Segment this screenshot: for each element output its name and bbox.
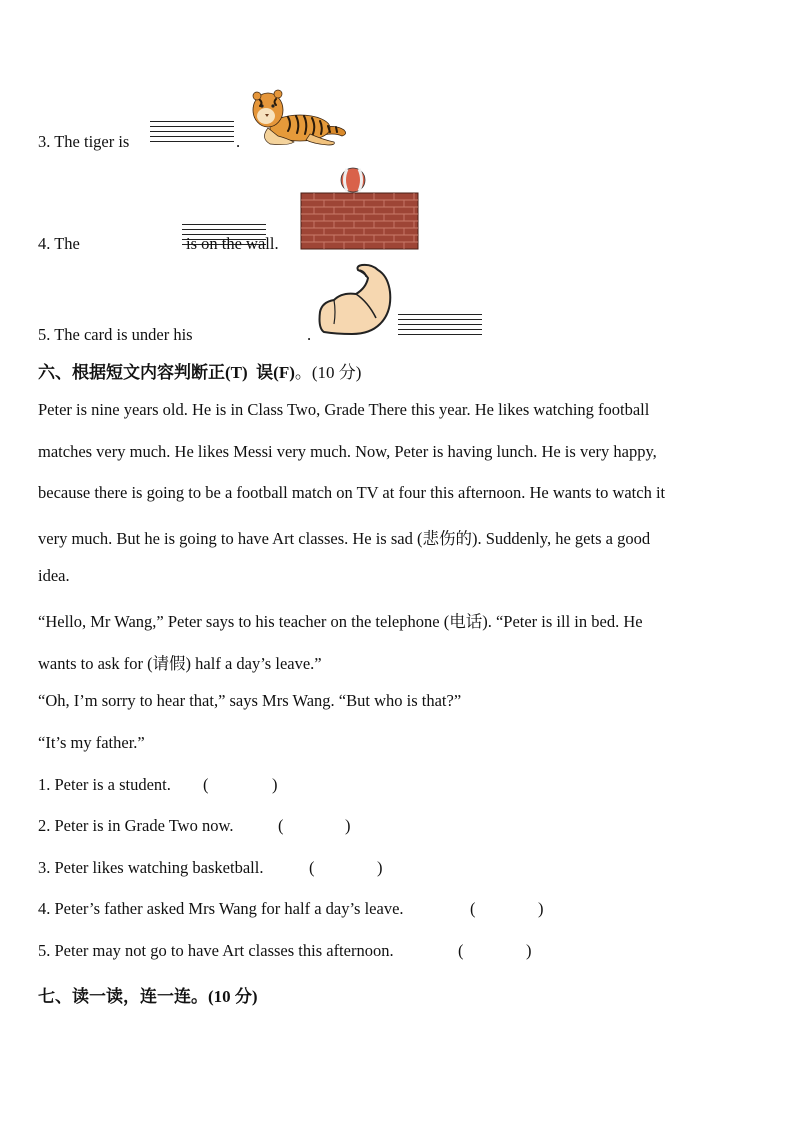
- answer-slot-1[interactable]: [213, 774, 271, 794]
- question-3-text: 3. The tiger is: [38, 132, 130, 151]
- question-3-row: [38, 132, 129, 152]
- tf-question-2: [38, 816, 233, 836]
- tf-question-text: 5. Peter may not go to have Art classes this afternoon.: [38, 941, 394, 960]
- answer-paren-close: ): [345, 816, 351, 835]
- tf-question-text: 1. Peter is a student.: [38, 775, 171, 794]
- section-6-heading-cn: 六、根据短文内容判断正: [38, 363, 225, 382]
- section-6-heading-t: (T): [225, 363, 248, 382]
- tf-question-5: [38, 941, 394, 961]
- question-3-blank[interactable]: [150, 121, 234, 143]
- answer-paren-open: (: [458, 941, 464, 960]
- passage-line: wants to ask for (请假) half a day’s leave.”: [38, 654, 322, 673]
- question-4-tail: is on the wall.: [186, 234, 279, 253]
- passage-line: Peter is nine years old. He is in Class Two, Grade There this year. He likes watching football: [38, 400, 650, 419]
- section-6-heading-tail: 。(10 分): [294, 363, 362, 382]
- answer-paren-open: (: [470, 899, 476, 918]
- tf-question-3: [38, 858, 263, 878]
- question-5-period: .: [307, 325, 312, 344]
- tf-question-4: [38, 899, 404, 919]
- question-3-period: .: [236, 132, 241, 151]
- tf-question-text: 4. Peter’s father asked Mrs Wang for half a day’s leave.: [38, 899, 404, 918]
- passage-line: matches very much. He likes Messi very much. Now, Peter is having lunch. He is very happy,: [38, 442, 657, 461]
- question-4-row: [38, 234, 80, 254]
- passage-line: idea.: [38, 566, 70, 585]
- passage-line: “Oh, I’m sorry to hear that,” says Mrs Wang. “But who is that?”: [38, 691, 462, 710]
- ball-on-brick-wall-illustration: [300, 166, 420, 250]
- question-5-text: 5. The card is under his: [38, 325, 193, 344]
- section-6-heading-f: (F): [273, 363, 295, 382]
- tf-question-1: [38, 775, 171, 795]
- answer-paren-close: ): [538, 899, 544, 918]
- answer-slot-2[interactable]: [288, 815, 344, 835]
- question-5-row: [38, 325, 193, 345]
- question-4-text: 4. The: [38, 234, 80, 253]
- tf-question-text: 3. Peter likes watching basketball.: [38, 858, 264, 877]
- answer-slot-4[interactable]: [480, 898, 536, 918]
- section-6-heading-mid: 误: [256, 363, 274, 382]
- answer-paren-open: (: [309, 858, 315, 877]
- question-5-blank[interactable]: [398, 314, 482, 336]
- section-6-heading: [38, 358, 361, 383]
- passage-line: “Hello, Mr Wang,” Peter says to his teacher on the telephone (电话). “Peter is ill in bed. He: [38, 612, 643, 631]
- tf-question-text: 2. Peter is in Grade Two now.: [38, 816, 234, 835]
- passage-line: very much. But he is going to have Art classes. He is sad (悲伤的). Suddenly, he gets a good: [38, 529, 651, 548]
- tiger-illustration: [248, 84, 352, 148]
- answer-paren-open: (: [203, 775, 209, 794]
- answer-slot-5[interactable]: [468, 940, 524, 960]
- answer-paren-close: ): [526, 941, 532, 960]
- answer-paren-open: (: [278, 816, 284, 835]
- answer-paren-close: ): [272, 775, 278, 794]
- answer-slot-3[interactable]: [319, 857, 375, 877]
- passage-line: because there is going to be a football match on TV at four this afternoon. He wants to watch it: [38, 483, 666, 502]
- passage-line: “It’s my father.”: [38, 733, 145, 752]
- section-7-heading: 七、读一读，连一连。(10 分): [38, 987, 258, 1006]
- answer-paren-close: ): [377, 858, 383, 877]
- flexed-arm-illustration: [316, 262, 394, 342]
